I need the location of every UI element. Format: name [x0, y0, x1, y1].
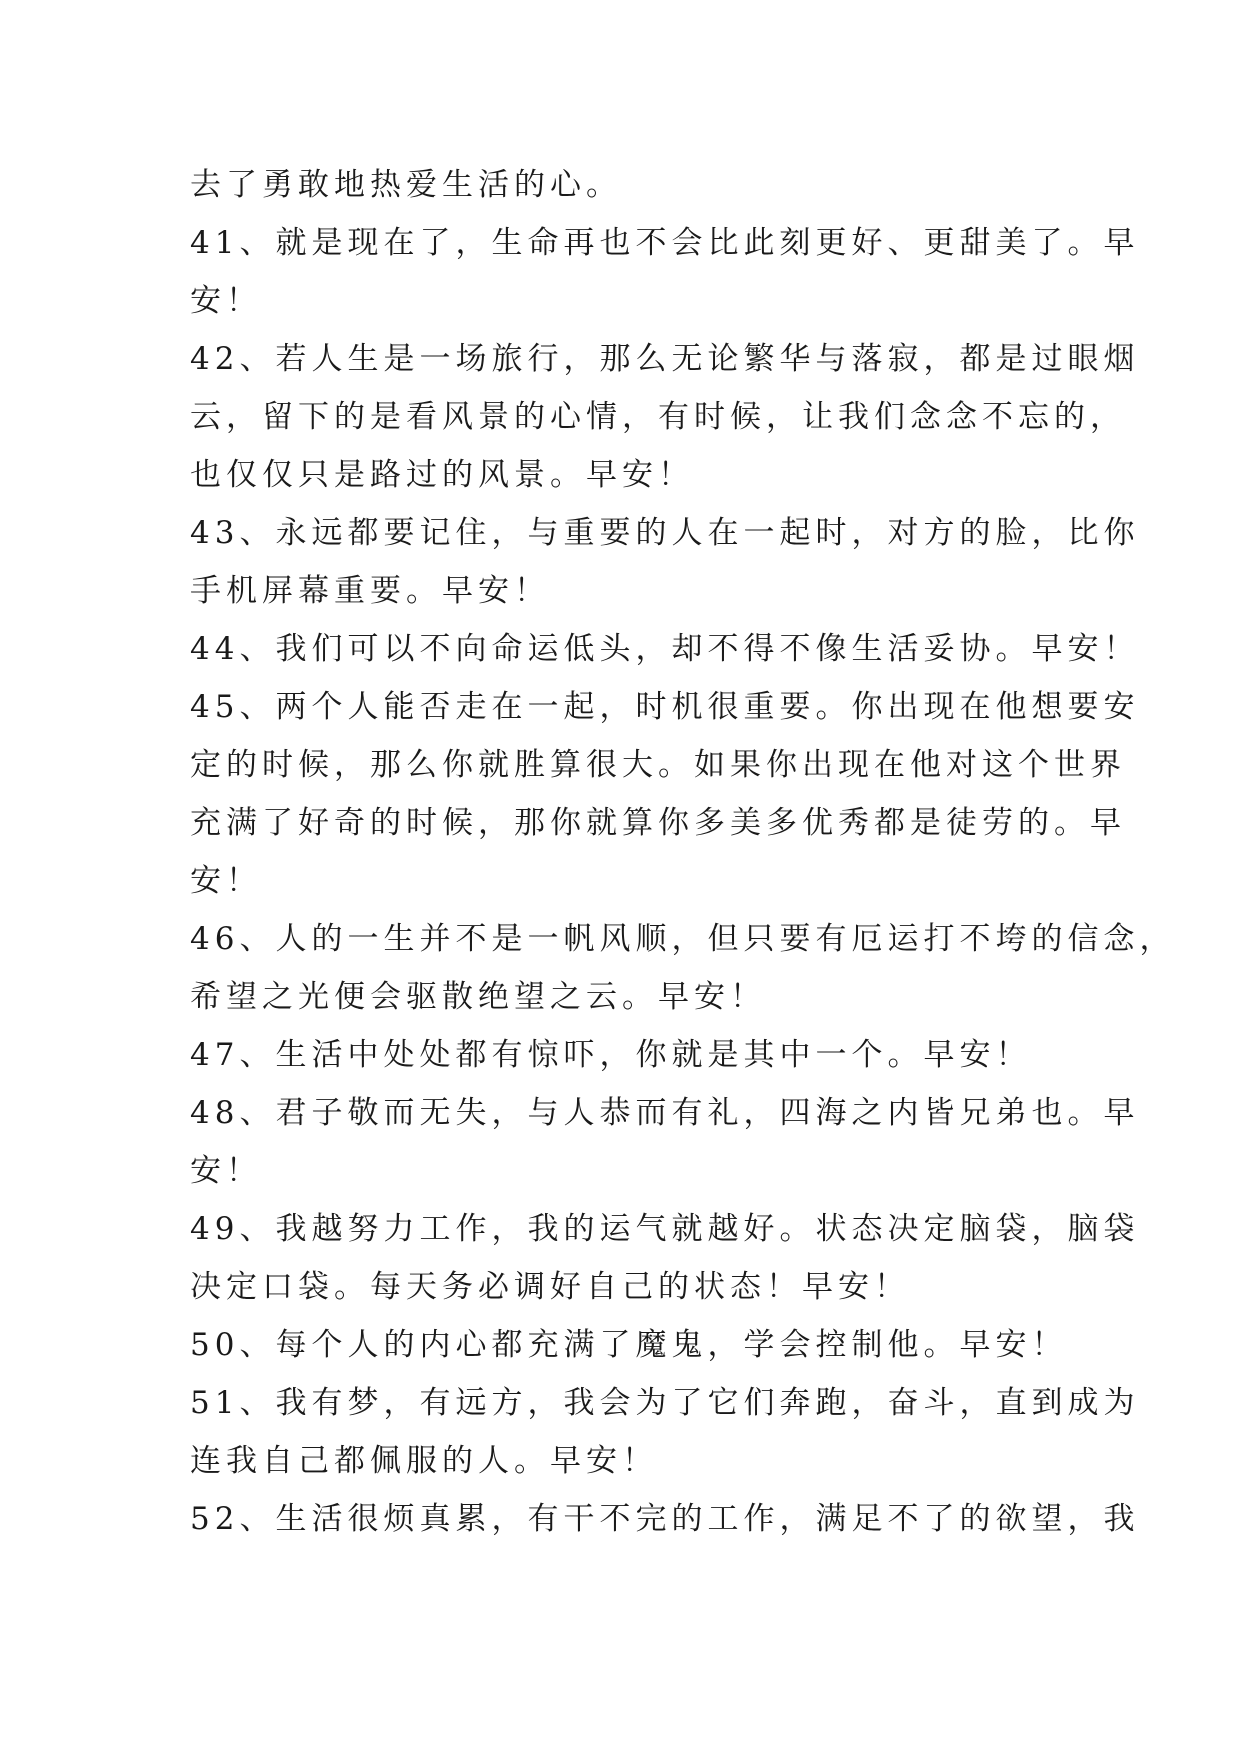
- text-line: 去了勇敢地热爱生活的心。: [190, 167, 622, 203]
- text-line: 48、君子敬而无失，与人恭而有礼，四海之内皆兄弟也。早: [190, 1095, 1140, 1131]
- text-line: 43、永远都要记住，与重要的人在一起时，对方的脸，比你: [190, 515, 1140, 551]
- text-line: 47、生活中处处都有惊吓，你就是其中一个。早安！: [190, 1037, 1032, 1073]
- text-line: 41、就是现在了，生命再也不会比此刻更好、更甜美了。早: [190, 225, 1140, 261]
- text-line: 49、我越努力工作，我的运气就越好。状态决定脑袋，脑袋: [190, 1211, 1140, 1247]
- text-line: 定的时候，那么你就胜算很大。如果你出现在他对这个世界: [190, 747, 1126, 783]
- text-line: 手机屏幕重要。早安！: [190, 573, 550, 609]
- text-line: 连我自己都佩服的人。早安！: [190, 1443, 658, 1479]
- text-line: 安！: [190, 1153, 262, 1189]
- text-line: 希望之光便会驱散绝望之云。早安！: [190, 979, 766, 1015]
- text-line: 50、每个人的内心都充满了魔鬼，学会控制他。早安！: [190, 1327, 1068, 1363]
- text-line: 云，留下的是看风景的心情，有时候，让我们念念不忘的，: [190, 399, 1126, 435]
- text-line: 也仅仅只是路过的风景。早安！: [190, 457, 694, 493]
- text-line: 46、人的一生并不是一帆风顺，但只要有厄运打不垮的信念，: [190, 921, 1176, 957]
- text-line: 安！: [190, 863, 262, 899]
- text-line: 安！: [190, 283, 262, 319]
- body-text: [190, 156, 1176, 1548]
- text-line: 52、生活很烦真累，有干不完的工作，满足不了的欲望，我: [190, 1501, 1140, 1537]
- text-line: 42、若人生是一场旅行，那么无论繁华与落寂，都是过眼烟: [190, 341, 1140, 377]
- text-line: 51、我有梦，有远方，我会为了它们奔跑，奋斗，直到成为: [190, 1385, 1140, 1421]
- text-line: 45、两个人能否走在一起，时机很重要。你出现在他想要安: [190, 689, 1140, 725]
- text-line: 44、我们可以不向命运低头，却不得不像生活妥协。早安！: [190, 631, 1140, 667]
- text-line: 决定口袋。每天务必调好自己的状态！早安！: [190, 1269, 910, 1305]
- text-line: 充满了好奇的时候，那你就算你多美多优秀都是徒劳的。早: [190, 805, 1126, 841]
